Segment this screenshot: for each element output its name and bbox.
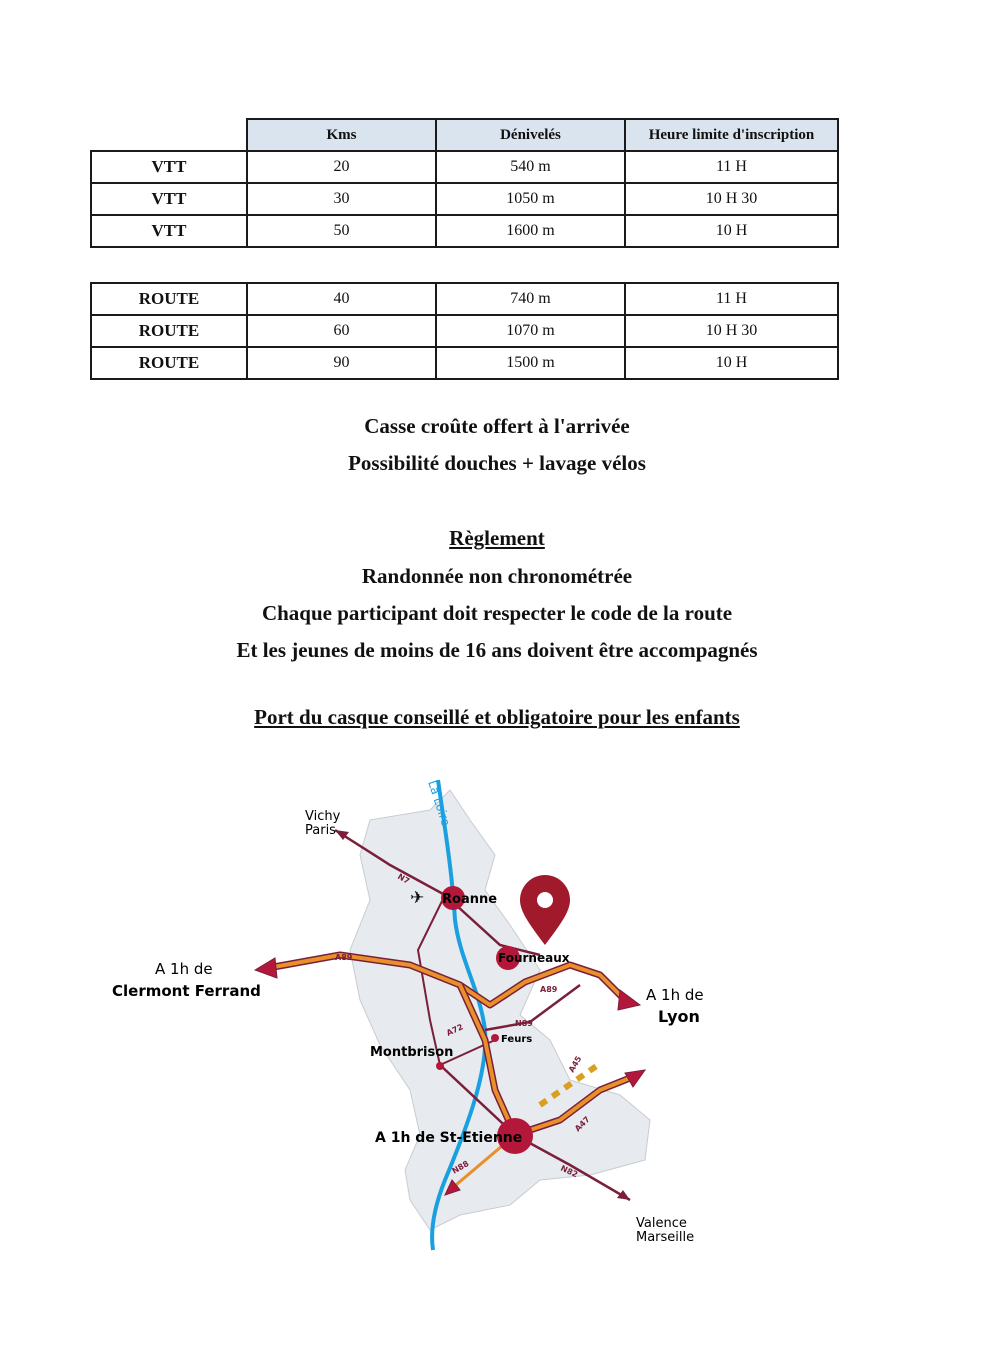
label-valence: Valence (636, 1216, 687, 1231)
road-label-n7: N7 (396, 871, 412, 886)
city-dot-montbrison (436, 1062, 444, 1070)
label-roanne: Roanne (442, 892, 498, 907)
road-label-a47: A47 (573, 1114, 592, 1134)
table-cell: VTT (91, 151, 247, 183)
river-label: La Loire (425, 778, 454, 828)
road-label-a45: A45 (566, 1054, 584, 1074)
helmet-notice: Port du casque conseillé et obligatoire pour les enfants (254, 705, 740, 729)
location-pin-icon (520, 875, 570, 945)
table-cell: 1050 m (436, 183, 625, 215)
header-blank (91, 119, 247, 151)
table-cell: 50 (247, 215, 436, 247)
rules-line-3: Et les jeunes de moins de 16 ans doivent être accompagnés (236, 638, 758, 662)
airplane-icon: ✈ (410, 888, 425, 908)
arrow-head-clermont (255, 958, 277, 978)
label-vichy: Vichy (305, 809, 341, 824)
header-kms: Kms (247, 119, 436, 151)
label-stetienne: A 1h de St-Etienne (375, 1130, 523, 1146)
label-montbrison: Montbrison (370, 1045, 454, 1060)
rules-title: Règlement (449, 526, 545, 550)
rules-line-2: Chaque participant doit respecter le code de la route (261, 601, 733, 625)
pin-hole (537, 892, 553, 908)
table-cell: 10 H (625, 347, 838, 379)
table-cell: 10 H (625, 215, 838, 247)
table-cell: 40 (247, 283, 436, 315)
table-row (91, 215, 838, 247)
table-row (91, 151, 838, 183)
table-cell: 90 (247, 347, 436, 379)
route-table (90, 282, 839, 380)
label-lyon: Lyon (658, 1007, 700, 1026)
arrow-head-a47 (625, 1070, 645, 1087)
city-dot-feurs (491, 1034, 499, 1042)
table-cell: 10 H 30 (625, 315, 838, 347)
road-label-a72: A72 (445, 1022, 465, 1038)
loire-region-shape (350, 790, 650, 1230)
info-showers: Possibilité douches + lavage vélos (348, 451, 646, 475)
table-cell: 540 m (436, 151, 625, 183)
header-denivele: Dénivelés (436, 119, 625, 151)
table-cell: 20 (247, 151, 436, 183)
road-label-n89: N89 (515, 1019, 533, 1028)
label-paris: Paris (305, 823, 336, 838)
rules-line-1: Randonnée non chronométrée (361, 564, 633, 588)
table-cell: 1600 m (436, 215, 625, 247)
table-cell: VTT (91, 215, 247, 247)
header-heure-limite: Heure limite d'inscription (625, 119, 838, 151)
table-cell: 1500 m (436, 347, 625, 379)
table-row (91, 347, 838, 379)
table-cell: ROUTE (91, 283, 247, 315)
table-cell: ROUTE (91, 347, 247, 379)
label-lyon-prefix: A 1h de (646, 986, 704, 1004)
info-snack: Casse croûte offert à l'arrivée (364, 414, 630, 438)
table-cell: 11 H (625, 151, 838, 183)
table-cell: 1070 m (436, 315, 625, 347)
table-cell: ROUTE (91, 315, 247, 347)
table-cell: 740 m (436, 283, 625, 315)
table-row (91, 283, 838, 315)
table-cell: VTT (91, 183, 247, 215)
table-cell: 60 (247, 315, 436, 347)
road-label-a89-west: A89 (335, 953, 353, 962)
road-label-n88: N88 (450, 1159, 471, 1176)
access-map (100, 760, 740, 1260)
label-marseille: Marseille (636, 1230, 695, 1245)
table-header-row (91, 119, 838, 151)
label-feurs: Feurs (501, 1034, 533, 1045)
table-row (91, 315, 838, 347)
table-cell: 11 H (625, 283, 838, 315)
label-fourneaux: Fourneaux (498, 951, 570, 965)
label-clermont-prefix: A 1h de (155, 960, 213, 978)
vtt-table (90, 118, 839, 248)
table-row (91, 183, 838, 215)
table-cell: 30 (247, 183, 436, 215)
label-clermont: Clermont Ferrand (112, 982, 261, 1000)
road-label-a89-east: A89 (540, 985, 558, 994)
table-cell: 10 H 30 (625, 183, 838, 215)
road-label-n82: N82 (559, 1163, 580, 1180)
arrow-head-lyon (618, 990, 640, 1010)
